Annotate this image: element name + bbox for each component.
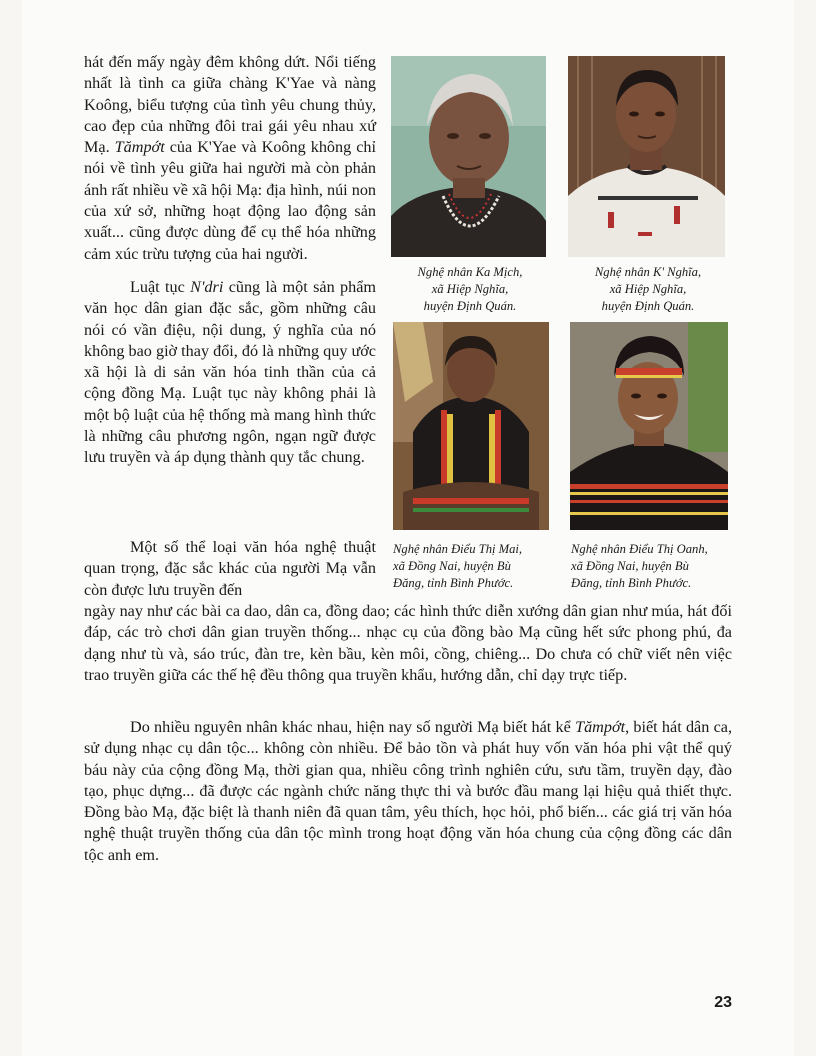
caption-k-nghia	[568, 264, 728, 315]
caption-line: Đăng, tỉnh Bình Phước.	[571, 576, 692, 590]
left-column-text	[84, 52, 376, 469]
p1-line: núi non của xứ sở, những hoạt động	[84, 180, 377, 221]
caption-ka-mich	[392, 264, 548, 315]
photo-ka-mich	[391, 56, 546, 257]
caption-line: huyện Định Quán.	[601, 299, 695, 313]
p1-line: cụ thể hóa những cảm xúc trừu tượng	[84, 223, 376, 263]
photo-dieu-thi-mai	[393, 322, 549, 530]
paragraph-1	[84, 52, 376, 265]
caption-line: Nghệ nhân Ka Mịch,	[417, 265, 523, 279]
ndri-term: N'dri	[190, 277, 224, 296]
p1-line: tình yêu giữa hai người mà còn phản	[130, 159, 377, 178]
caption-line: Nghệ nhân K' Nghĩa,	[594, 265, 702, 279]
caption-line: xã Đồng Nai, huyện Bù	[393, 559, 511, 573]
tampot-term: Tămpớt	[114, 138, 165, 157]
page-number: 23	[714, 994, 732, 1011]
caption-line: Nghệ nhân Điểu Thị Oanh,	[571, 542, 708, 556]
p1-line: lao động sản xuất... cũng được dùng để	[84, 202, 376, 242]
caption-dieu-thi-oanh	[571, 541, 731, 592]
caption-line: xã Hiệp Nghĩa,	[609, 282, 687, 296]
p4-start: Do nhiều nguyên nhân khác nhau, hiện nay số người Mạ biết hát kể	[130, 718, 576, 736]
p1-line: và nàng Koông, biểu tượng của tình	[84, 74, 377, 114]
caption-line: xã Hiệp Nghĩa,	[431, 282, 509, 296]
caption-dieu-thi-mai	[393, 541, 551, 592]
p1-line: hát đến mấy ngày đêm không dứt. Nổi	[84, 53, 339, 71]
tampot-term: Tămpớt	[575, 718, 626, 736]
caption-line: huyện Định Quán.	[423, 299, 517, 313]
p2-rest: cũng là một sản phẩm văn học dân gian đặc sắc, gồm những câu nói có vần điệu, nội dung, ý nghĩa của nó không bao giờ thay đổi, đó là những quy ước xã hội là di sản văn hóa tinh thần của cả cộng đồng Mạ. Luật tục này không phải là một bộ luật của hệ thống mà mang hình thức là những câu phương ngôn, ngạn ngữ được lưu truyền và áp dụng thành quy tắc chung.	[84, 277, 376, 467]
p1-line: đôi trai gái yêu nhau xứ Mạ.	[84, 116, 376, 157]
photo-dieu-thi-oanh	[570, 322, 728, 530]
p2-start: Luật tục	[130, 277, 191, 296]
p4-rest: , biết hát dân ca, sử dụng nhạc cụ dân tộc... không còn nhiều. Để bảo tồn và phát huy vốn văn hóa phi vật thể quý báu này của cộng đồng Mạ, thời gian qua, nhiều công trình nghiên cứu, sưu tầm, truyền dạy, đào tạo, phục dựng... đã được các ngành chức năng thực thi và bước đầu mang lại hiệu quả thiết thực. Đồng bào Mạ, đặc biệt là thanh niên đã quan tâm, yêu thích, học hỏi, phổ biến... các giá trị văn hóa nghệ thuật truyền thống của dân tộc mình trong hoạt động văn hóa chung của cộng đồng các dân tộc anh em.	[84, 718, 732, 864]
caption-line: Đăng, tỉnh Bình Phước.	[393, 576, 514, 590]
p1-line: tiếng nhất là tình ca giữa chàng K'Yae	[84, 53, 377, 93]
paragraph-4	[84, 717, 732, 866]
photo-k-nghia	[568, 56, 725, 257]
caption-line: Nghệ nhân Điểu Thị Mai,	[393, 542, 523, 556]
paragraph-3-column: Một số thể loại văn hóa nghệ thuật quan trọng, đặc sắc khác của người Mạ vẫn còn được lưu truyền đến	[84, 538, 376, 599]
caption-line: xã Đồng Nai, huyện Bù	[571, 559, 689, 573]
paragraph-2	[84, 277, 376, 469]
paragraph-3-wide: ngày nay như các bài ca dao, dân ca, đồng dao; các hình thức diễn xướng dân gian như múa, hát đối đáp, các trò chơi dân gian truyền thống... nhạc cụ của đồng bào Mạ cũng hết sức phong phú, đa dạng như tù và, sáo trúc, đàn tre, kèn bầu, kèn môi, cồng, chiêng... Do chưa có chữ viết nên việc trao truyền giữa các thế hệ đều thông qua truyền khẩu, hướng dẫn, chỉ dạy trực tiếp.	[84, 602, 732, 684]
p1-line: của K'Yae và Koông không chỉ nói về	[84, 138, 377, 178]
p1-line: yêu chung thủy, cao đẹp của những	[84, 95, 376, 135]
p1-line: ánh rất nhiều về xã hội Mạ: địa hình,	[84, 180, 323, 199]
p1-line: của hai người.	[215, 244, 308, 263]
